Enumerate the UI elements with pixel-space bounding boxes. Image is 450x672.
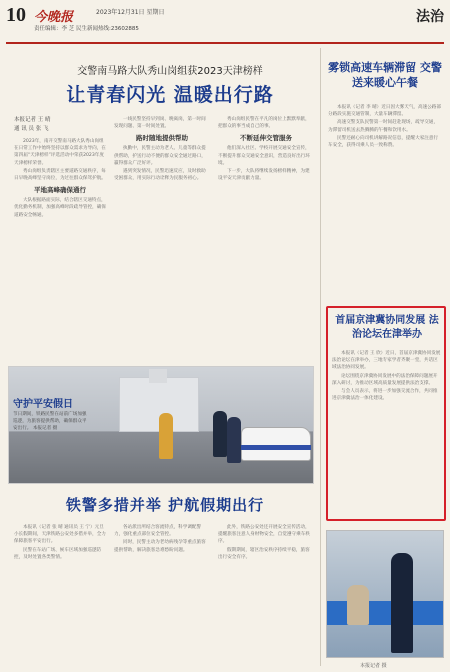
- paragraph: 秀山岗组负责辖区主要道路交通秩序，每日早晚高峰坚守岗位，为过往群众保驾护航。: [14, 168, 106, 182]
- police-car: [241, 427, 311, 461]
- paragraph: 2023年，南开交警南马路大队秀山岗组在日常工作中始终坚持以群众需求为导向，在第四届“天津榜样”评选活动中荣获2023年度天津榜样荣誉。: [14, 139, 106, 166]
- main-headline: 让青春闪光 温暖出行路: [66, 84, 274, 106]
- police-figure: [391, 553, 413, 653]
- page-header: [6, 4, 444, 40]
- byline: 通 讯 员 张 飞: [14, 126, 49, 132]
- paragraph: 秀山岗组民警在平凡的岗位上默默奉献，把群众的事当成自己的事。: [218, 117, 310, 130]
- story2-headline: 铁警多措并举 护航假期出行: [65, 496, 265, 514]
- story2-column-1: [14, 524, 106, 666]
- paragraph: 民警在车站广场、候车区域加强巡逻防控，及时处置各类警情。: [14, 547, 102, 560]
- paragraph: 他们深入社区、学校开展交通安全宣传，不断提升群众交通安全意识，营造良好出行环境。: [218, 146, 310, 166]
- paragraph: 同时，民警主动为老幼病残孕等重点旅客提供帮助，解决旅客急难愁盼问题。: [114, 540, 206, 553]
- paragraph: 大队根据路面实际，结合辖区交通特点，优化勤务机制，加强高峰时段疏导管控，确保道路安全畅通。: [14, 198, 106, 218]
- paragraph: 本报讯（记者 张 晴 通讯员 王 宁）元旦小长假期间，天津铁路公安处多措并举，全力保障旅客平安出行。: [14, 525, 106, 545]
- subheading: 不断延伸交管服务: [240, 134, 292, 143]
- paragraph: 假期期间，辖区治安秩序持续平稳，旅客出行安全有序。: [218, 547, 310, 560]
- main-kicker: 交警南马路大队秀山岗组获2023天津榜样: [77, 66, 263, 77]
- paragraph: 与会人员表示，将进一步加强交流合作，共同推进京津冀法治一体化建设。: [332, 389, 438, 402]
- clock-tower: [149, 369, 167, 383]
- station-photo: [8, 366, 314, 484]
- seat-row: [327, 601, 444, 625]
- main-column-2: [114, 116, 210, 390]
- passenger-figure: [347, 585, 369, 625]
- column-divider: [320, 48, 321, 666]
- highlighted-headline: 首届京津冀协同发展 法治论坛在津举办: [335, 315, 439, 340]
- paragraph: 各站派出所结合客流特点，科学调配警力，强化重点部位安全管控。: [114, 525, 202, 538]
- date-line: 2023年12月31日 星期日: [96, 9, 165, 16]
- header-rule: [6, 42, 444, 44]
- paragraph: 执勤中，民警主动为老人、儿童等群众提供帮助，护送行动不便的群众安全通过路口，赢得群众广泛好评。: [114, 146, 206, 166]
- paragraph: 下一步，大队将继续发扬榜样精神，为建设平安天津贡献力量。: [218, 169, 310, 182]
- subheading: 路时随地提供帮助: [136, 134, 188, 143]
- waiting-hall-photo: [326, 530, 444, 658]
- paragraph: 民警还耐心向司机讲解路况信息，提醒大家注意行车安全，获得司乘人员一致称赞。: [328, 135, 439, 149]
- paragraph: 论坛围绕京津冀协同发展中的法治保障问题展开深入研讨，为推动区域高质量发展提供法治支撑。: [332, 373, 438, 386]
- page-number: 10: [6, 4, 26, 26]
- paragraph: 一线民警坚持早到岗、晚离岗，第一时间发现问题、第一时间处置。: [114, 117, 206, 130]
- paragraph: 高速交警支队民警第一时间赶赴现场，疏导交通，为滞留司机送去热腾腾的午餐和饮用水。: [328, 120, 439, 133]
- police-figure: [213, 411, 227, 457]
- story2-column-3: [218, 524, 314, 666]
- police-car-stripe: [241, 445, 311, 450]
- right-column-1: [328, 104, 442, 304]
- highlighted-article[interactable]: [326, 306, 446, 521]
- story2-column-2: [114, 524, 210, 666]
- paper-name-logo: 今晚报: [34, 10, 74, 25]
- main-column-3: [218, 116, 314, 390]
- paragraph: 遇到突发情况，民警迅速反应，及时救助受困群众，用实际行动诠释为民服务初心。: [114, 169, 206, 182]
- paragraph: 此外，铁路公安处还开展安全宣传活动，提醒旅客注意人身财物安全，自觉遵守乘车秩序。: [218, 525, 310, 545]
- bylines: [14, 116, 94, 134]
- byline: 本报记者 王 晴: [14, 117, 51, 123]
- photo-caption: 节日期间，铁路民警在站前广场加强巡逻，为旅客提供帮助，确保群众平安出行。 本报记者 摄: [13, 412, 87, 431]
- subheading: 平地高峰确保通行: [34, 186, 86, 195]
- main-column-1: [14, 138, 106, 390]
- paragraph: 本报讯（记者 李 晴）近日因大雾天气，高速公路部分路段实施交通管制，大量车辆滞留。: [328, 105, 441, 118]
- editor-line: 责任编辑：李 芝 民生新闻热线:23602885: [34, 26, 139, 32]
- traveler-figure: [159, 413, 173, 459]
- paragraph: 本报讯（记者 王 欣）近日，首届京津冀协同发展法治论坛在津举办，三地专家学者齐聚一堂，共话区域法治协同发展。: [332, 351, 441, 371]
- highlighted-body: [332, 350, 442, 518]
- section-name: 法治: [416, 9, 444, 25]
- photo-title: 守护平安假日: [13, 399, 73, 410]
- police-figure: [227, 417, 241, 463]
- right-headline-1: 雾锁高速车辆滞留 交警送来暖心午餐: [328, 61, 442, 89]
- photo2-caption: 本报记者 摄: [360, 663, 387, 669]
